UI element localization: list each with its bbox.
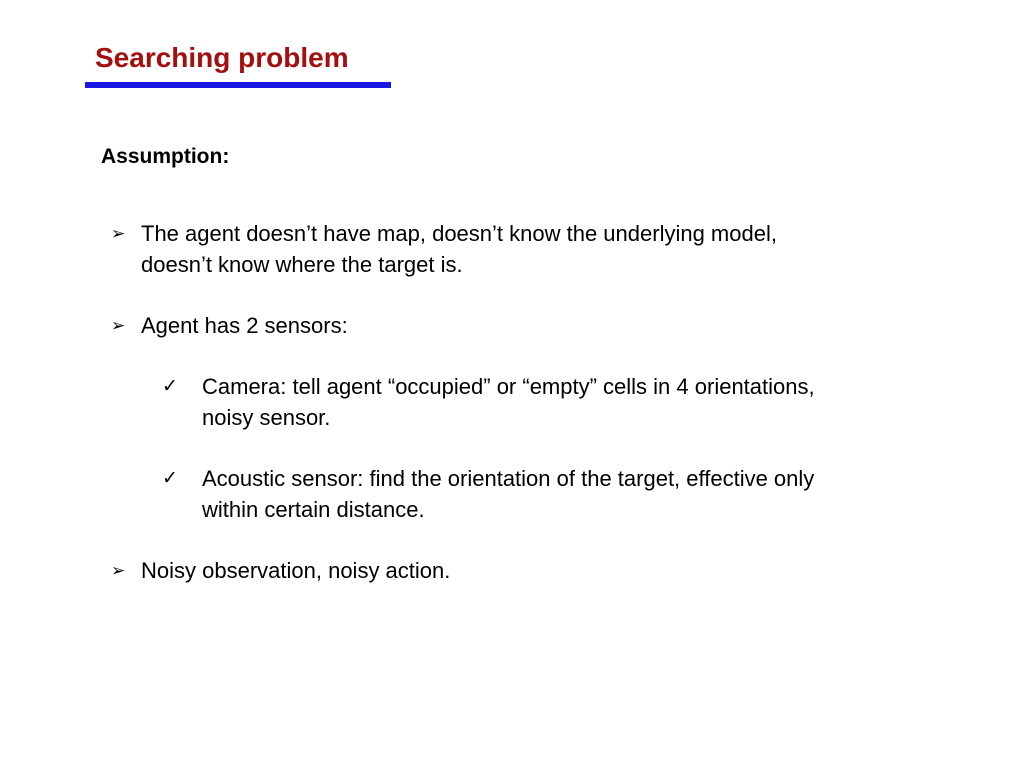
checkmark-bullet-icon: ✓ [162,376,178,397]
arrowhead-bullet-icon: ➢ [111,316,126,335]
arrowhead-bullet-icon: ➢ [111,561,126,580]
title-underline [85,82,391,88]
arrowhead-bullet-icon: ➢ [111,224,126,243]
sub-item-camera [162,371,815,433]
bullet-text-line: Noisy observation, noisy action. [141,558,451,583]
sub-item-acoustic [162,463,815,525]
bullet-text-line: within certain distance. [202,497,425,522]
checkmark-bullet-icon: ✓ [162,468,178,489]
bullet-text-line: The agent doesn’t have map, doesn’t know the underlying model, [141,221,777,246]
assumption-heading: Assumption: [101,145,230,168]
bullet-item-two-sensors [111,310,348,341]
bullet-item-noisy [111,555,451,586]
bullet-text-line: noisy sensor. [202,405,331,430]
bullet-text-line: doesn’t know where the target is. [141,252,463,277]
slide-title: Searching problem [95,42,349,73]
bullet-text-line: Camera: tell agent “occupied” or “empty” cells in 4 orientations, [202,374,815,399]
bullet-text-line: Acoustic sensor: find the orientation of the target, effective only [202,466,815,491]
bullet-item-no-map [111,218,777,280]
bullet-text-line: Agent has 2 sensors: [141,313,348,338]
